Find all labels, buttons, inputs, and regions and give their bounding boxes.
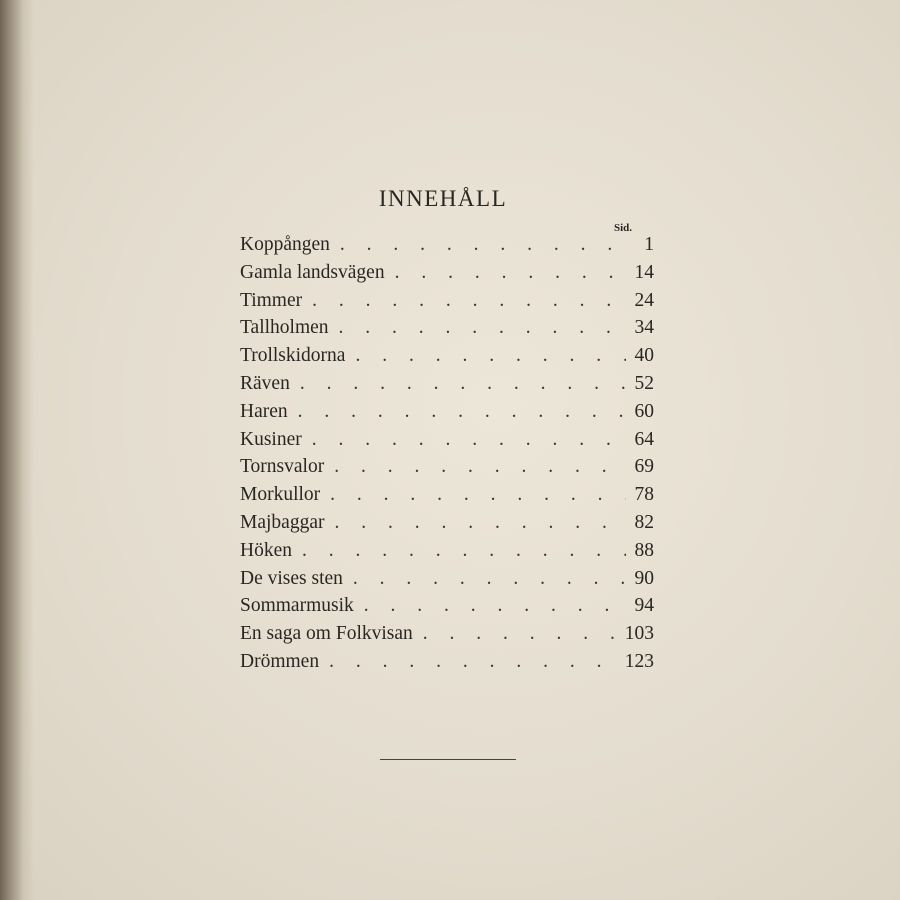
toc-entry-page: 64 — [634, 428, 654, 450]
toc-entry-title: Räven — [240, 372, 290, 394]
toc-entry — [240, 623, 654, 651]
toc-entry-title: Drömmen — [240, 650, 320, 672]
toc-entry — [240, 456, 654, 484]
toc-entry-page: 40 — [634, 345, 654, 367]
leader-dots — [339, 317, 626, 339]
leader-dots — [300, 373, 626, 395]
toc-entry-title: De vises sten — [240, 567, 343, 589]
toc-entry-page: 82 — [634, 511, 654, 533]
toc-heading-text: INNEHÅLL — [378, 186, 508, 211]
toc-entry-page: 123 — [624, 650, 654, 672]
toc-entry — [240, 262, 654, 290]
toc-entry-page: 34 — [634, 317, 654, 339]
toc-entry-page: 90 — [634, 567, 654, 589]
toc-entry-title: Haren — [240, 400, 288, 422]
toc-entry-page: 94 — [634, 595, 654, 617]
toc-entry — [240, 345, 654, 373]
leader-dots — [330, 484, 626, 506]
toc-entry-title: Höken — [240, 539, 292, 561]
toc-entry-title: Kusiner — [240, 428, 302, 450]
leader-dots — [334, 512, 626, 534]
leader-dots — [329, 651, 619, 673]
toc-entry — [240, 234, 654, 262]
toc-entry-title: Koppången — [240, 234, 330, 255]
leader-dots — [353, 568, 626, 590]
toc-entry — [240, 290, 654, 318]
toc-entry — [240, 540, 654, 568]
leader-dots — [298, 401, 626, 423]
leader-dots — [395, 262, 626, 284]
toc-entry — [240, 401, 654, 429]
toc-entry — [240, 651, 654, 679]
spine-shadow — [0, 0, 34, 900]
toc-entry-title: Gamla landsvägen — [240, 261, 385, 283]
toc-entry-title: Trollskidorna — [240, 345, 346, 367]
closing-rule — [380, 759, 516, 760]
toc-heading — [0, 186, 900, 212]
toc-entry-page: 69 — [634, 456, 654, 478]
toc-entry-page: 88 — [634, 539, 654, 561]
toc-entry — [240, 429, 654, 457]
table-of-contents — [240, 234, 654, 679]
toc-entry-page: 78 — [634, 484, 654, 506]
leader-dots — [302, 540, 626, 562]
leader-dots — [312, 290, 626, 312]
toc-entry — [240, 373, 654, 401]
toc-entry — [240, 317, 654, 345]
page-column-label: Sid. — [614, 222, 633, 234]
toc-entry-page: 1 — [644, 234, 654, 255]
leader-dots — [364, 595, 626, 617]
toc-entry-title: Timmer — [240, 289, 303, 311]
leader-dots — [355, 345, 626, 367]
toc-entry — [240, 512, 654, 540]
toc-entry — [240, 484, 654, 512]
toc-entry-title: En saga om Folkvisan — [240, 623, 413, 645]
toc-entry-title: Tallholmen — [240, 317, 329, 339]
toc-entry-page: 24 — [634, 289, 654, 311]
toc-entry-page: 60 — [634, 400, 654, 422]
toc-entry — [240, 595, 654, 623]
toc-entry-title: Majbaggar — [240, 511, 325, 533]
leader-dots — [334, 456, 626, 478]
toc-entry-page: 52 — [634, 372, 654, 394]
toc-entry-page: 103 — [624, 623, 654, 645]
toc-entry-title: Tornsvalor — [240, 456, 325, 478]
toc-entry — [240, 568, 654, 596]
leader-dots — [340, 234, 626, 256]
toc-entry-title: Sommarmusik — [240, 595, 354, 617]
toc-entry-title: Morkullor — [240, 484, 321, 506]
leader-dots — [312, 429, 626, 451]
toc-entry-page: 14 — [634, 261, 654, 283]
leader-dots — [423, 623, 619, 645]
